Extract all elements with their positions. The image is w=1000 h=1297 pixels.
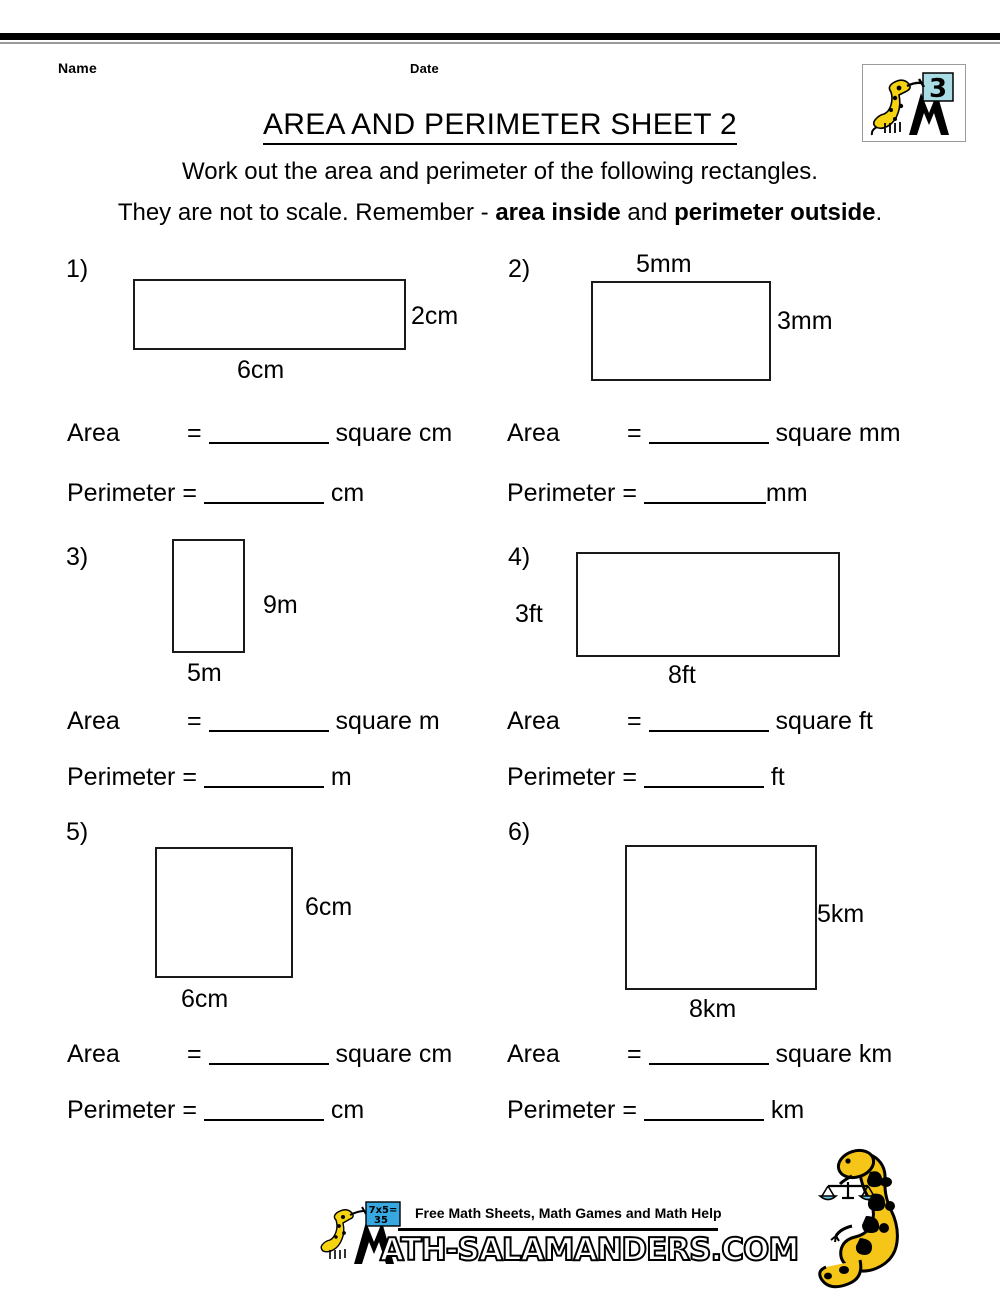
problem-3-area-equals: = <box>187 707 202 735</box>
problem-5-perimeter-blank[interactable] <box>204 1119 324 1121</box>
problem-5-area-label: Area <box>67 1040 120 1068</box>
problem-2-area-unit: square mm <box>775 419 901 447</box>
problem-3-perimeter-blank[interactable] <box>204 786 324 788</box>
problem-5-perimeter-equals: = <box>182 1096 197 1124</box>
problem-1-perimeter-unit: cm <box>330 479 365 507</box>
page-top-rule <box>0 33 1000 40</box>
problem-6-area-blank[interactable] <box>649 1063 769 1065</box>
problem-6-width-label: 8km <box>689 995 737 1023</box>
problem-number-3: 3) <box>66 543 89 571</box>
problem-2-area-equals: = <box>627 419 642 447</box>
instruction-part-3: . <box>875 199 883 226</box>
problem-5-area-row <box>67 1040 452 1069</box>
problem-3-height-label: 9m <box>263 591 298 619</box>
name-field-label: Name <box>58 60 97 76</box>
problem-3-perimeter-label: Perimeter <box>67 763 176 791</box>
problem-6-perimeter-blank[interactable] <box>644 1119 764 1121</box>
problem-6-perimeter-unit: km <box>770 1096 805 1124</box>
problem-5-perimeter-row <box>67 1096 364 1125</box>
page-top-rule-thin <box>0 42 1000 44</box>
problem-4-perimeter-row <box>507 763 785 792</box>
problem-2-area-label: Area <box>507 419 560 447</box>
problem-5-area-unit: square cm <box>335 1040 453 1068</box>
problem-5-area-blank[interactable] <box>209 1063 329 1065</box>
problem-1-perimeter-label: Perimeter <box>67 479 176 507</box>
problem-1-height-label: 2cm <box>411 302 459 330</box>
problem-5-width-label: 6cm <box>181 985 229 1013</box>
instruction-line-1: Work out the area and perimeter of the following rectangles. <box>182 158 818 185</box>
problem-4-area-unit: square ft <box>775 707 873 735</box>
problem-1-area-blank[interactable] <box>209 442 329 444</box>
problem-number-6: 6) <box>508 818 531 846</box>
problem-6-area-unit: square km <box>775 1040 893 1068</box>
problem-6-rectangle <box>625 845 817 990</box>
problem-2-perimeter-label: Perimeter <box>507 479 616 507</box>
problem-1-perimeter-row <box>67 479 364 508</box>
instruction-line-2 <box>0 199 1000 227</box>
problem-3-area-blank[interactable] <box>209 730 329 732</box>
problem-4-area-equals: = <box>627 707 642 735</box>
problem-4-area-label: Area <box>507 707 560 735</box>
problem-6-perimeter-equals: = <box>622 1096 637 1124</box>
problem-3-perimeter-unit: m <box>330 763 352 791</box>
page-title <box>0 108 1000 142</box>
problem-number-2: 2) <box>508 255 531 283</box>
problem-2-perimeter-blank[interactable] <box>644 502 766 504</box>
instruction-part-1: They are not to scale. Remember - <box>117 199 496 226</box>
problem-3-width-label: 5m <box>187 659 222 687</box>
problem-2-perimeter-unit: mm <box>765 479 808 507</box>
footer-divider <box>398 1228 718 1231</box>
problem-6-height-label: 5km <box>817 900 865 928</box>
instruction-bold-area-inside: area inside <box>495 199 621 226</box>
problem-5-perimeter-unit: cm <box>330 1096 365 1124</box>
problem-number-4: 4) <box>508 543 531 571</box>
problem-5-perimeter-label: Perimeter <box>67 1096 176 1124</box>
problem-number-5: 5) <box>66 818 89 846</box>
svg-text:3: 3 <box>928 74 948 104</box>
problem-4-perimeter-blank[interactable] <box>644 786 764 788</box>
footer-logo-equation: 7x5= <box>368 1205 398 1216</box>
corner-salamander-illustration <box>800 1142 980 1292</box>
problem-6-perimeter-row <box>507 1096 804 1125</box>
problem-3-perimeter-row <box>67 763 352 792</box>
problem-6-area-label: Area <box>507 1040 560 1068</box>
problem-1-area-label: Area <box>67 419 120 447</box>
problem-1-area-equals: = <box>187 419 202 447</box>
date-field-label: Date <box>410 61 439 76</box>
problem-3-area-label: Area <box>67 707 120 735</box>
problem-2-area-row <box>507 419 901 448</box>
problem-6-area-equals: = <box>627 1040 642 1068</box>
problem-1-perimeter-equals: = <box>182 479 197 507</box>
problem-5-height-label: 6cm <box>305 893 353 921</box>
problem-1-area-unit: square cm <box>335 419 453 447</box>
instruction-part-2: and <box>620 199 675 226</box>
problem-3-area-unit: square m <box>335 707 440 735</box>
problem-4-area-row <box>507 707 873 736</box>
problem-1-area-row <box>67 419 452 448</box>
problem-1-perimeter-blank[interactable] <box>204 502 324 504</box>
problem-2-perimeter-equals: = <box>622 479 637 507</box>
instruction-bold-perimeter-outside: perimeter outside <box>674 199 876 226</box>
footer-wordmark: ATH-SALAMANDERS.COM <box>380 1232 799 1268</box>
problem-4-area-blank[interactable] <box>649 730 769 732</box>
problem-6-perimeter-label: Perimeter <box>507 1096 616 1124</box>
problem-2-height-label: 3mm <box>777 307 833 335</box>
problem-4-perimeter-equals: = <box>622 763 637 791</box>
problem-3-perimeter-equals: = <box>182 763 197 791</box>
problem-5-rectangle <box>155 847 293 978</box>
problem-2-width-label: 5mm <box>636 250 692 278</box>
problem-number-1: 1) <box>66 255 89 283</box>
footer-logo-answer: 35 <box>374 1215 388 1226</box>
problem-2-area-blank[interactable] <box>649 442 769 444</box>
problem-3-area-row <box>67 707 440 736</box>
problem-4-width-label: 8ft <box>668 661 696 689</box>
problem-2-perimeter-row <box>507 479 808 508</box>
problem-1-width-label: 6cm <box>237 356 285 384</box>
problem-4-perimeter-unit: ft <box>770 763 785 791</box>
problem-6-area-row <box>507 1040 892 1069</box>
salamander-with-scales-icon <box>800 1142 980 1292</box>
problem-4-perimeter-label: Perimeter <box>507 763 616 791</box>
problem-5-area-equals: = <box>187 1040 202 1068</box>
problem-1-rectangle <box>133 279 406 350</box>
problem-4-height-label: 3ft <box>515 600 543 628</box>
problem-3-rectangle <box>172 539 245 653</box>
footer-tagline: Free Math Sheets, Math Games and Math Help <box>415 1205 722 1221</box>
problem-4-rectangle <box>576 552 840 657</box>
page-title-text: AREA AND PERIMETER SHEET 2 <box>263 108 737 145</box>
problem-2-rectangle <box>591 281 771 381</box>
